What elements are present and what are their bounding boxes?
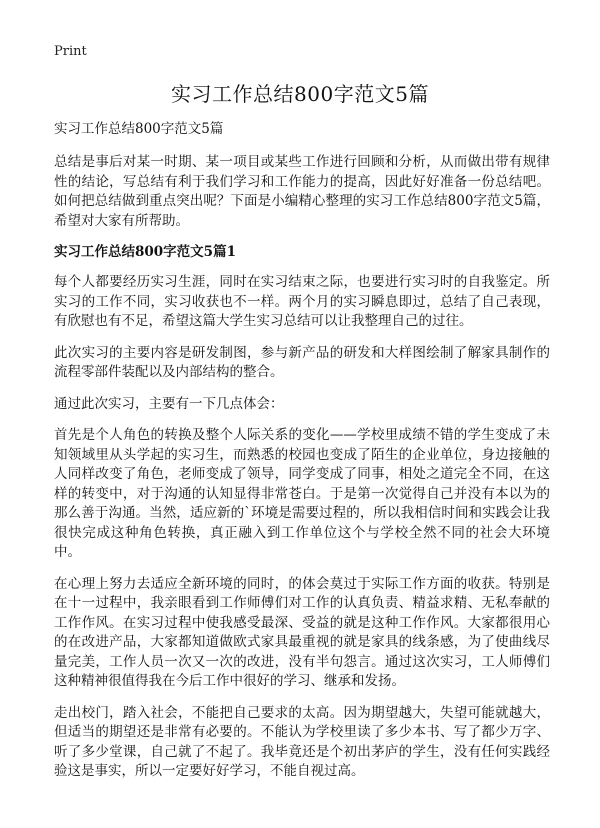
paragraph-5: 在心理上努力去适应全新环境的同时，的体会莫过于实际工作方面的收获。特别是在十一过程中，我亲眼看到工作师傅们对工作的认真负责、精益求精、无私奉献的工作作风。在实习过程中使我感受最深、受益的就是这种工作作风。大家都很用心的在改进产品，大家都知道做欧式家具最重视的就是家具的线条感，为了使曲线尽量完美，工作人员一次又一次的改进，没有半句怨言。通过这次实习，工人师傅们这种精神很值得我在今后工作中很好的学习、继承和发扬。 (54, 575, 550, 689)
paragraph-2: 此次实习的主要内容是研发制图，参与新产品的研发和大样图绘制了解家具制作的流程零部件装配以及内部结构的整合。 (54, 344, 550, 380)
intro-paragraph: 总结是事后对某一时期、某一项目或某些工作进行回顾和分析，从而做出带有规律性的结论，写总结有利于我们学习和工作能力的提高，因此好好准备一份总结吧。如何把总结做到重点突出呢？下面是小编精心整理的实习工作总结800字范文5篇，希望对大家有所帮助。 (54, 154, 550, 229)
section-heading: 实习工作总结800字范文5篇1 (54, 244, 236, 260)
paragraph-4: 首先是个人角色的转换及整个人际关系的变化——学校里成绩不错的学生变成了未知领域里从头学起的实习生，而熟悉的校园也变成了陌生的企业单位，身边接触的人同样改变了角色，老师变成了领导，同学变成了同事，相处之道完全不同，在这样的转变中，对于沟通的认知显得非常苍白。于是第一次觉得自己并没有本以为的那么善于沟通。当然，适应新的`环境是需要过程的，所以我相信时间和实践会让我很快完成这种角色转换，真正融入到工作单位这个与学校全然不同的社会大环境中。 (54, 427, 550, 560)
paragraph-3: 通过此次实习，主要有一下几点体会： (54, 395, 284, 412)
article-body (54, 120, 550, 794)
document-subtitle: 实习工作总结800字范文5篇 (54, 121, 224, 137)
paragraph-1: 每个人都要经历实习生涯，同时在实习结束之际，也要进行实习时的自我鉴定。所实习的工作不同，实习收获也不一样。两个月的实习瞬息即过，总结了自己表现，有欣慰也有不足，希望这篇大学生实习总结可以让我整理自己的过往。 (54, 274, 550, 329)
page-title: 实习工作总结800字范文5篇 (171, 82, 429, 106)
paragraph-6: 走出校门，踏入社会，不能把自己要求的太高。因为期望越大，失望可能就越大，但适当的期望还是非常有必要的。不能认为学校里读了多少本书、写了都少万字、听了多少堂课，自己就了不起了。我毕竟还是个初出茅庐的学生，没有任何实践经验这是事实，所以一定要好好学习，不能自视过高。 (54, 704, 550, 779)
print-link[interactable]: Print (54, 44, 87, 59)
